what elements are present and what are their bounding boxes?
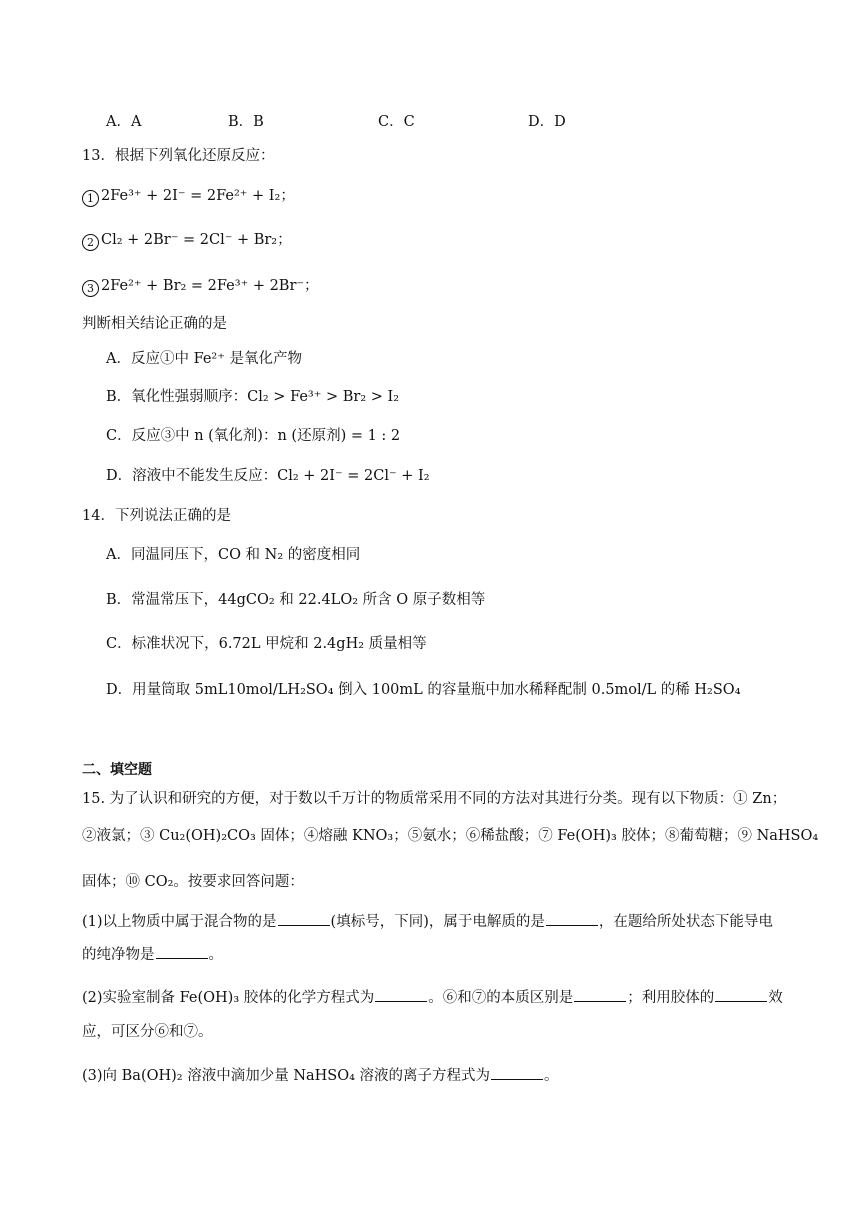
q12-option-c: C．C — [378, 114, 415, 130]
q13-reaction-3: 3 2Fe²⁺ + Br₂ = 2Fe³⁺ + 2Br⁻； — [82, 276, 319, 297]
circled-number: 3 — [82, 280, 99, 297]
answer-blank[interactable] — [491, 1065, 543, 1080]
q15-line-3: 固体；⑩ CO₂。按要求回答问题： — [82, 874, 304, 890]
q14-option-b: B．常温常压下，44gCO₂ 和 22.4LO₂ 所含 O 原子数相等 — [106, 592, 486, 608]
q13-reaction-2: 2 Cl₂ + 2Br⁻ = 2Cl⁻ + Br₂； — [82, 230, 292, 251]
answer-blank[interactable] — [156, 944, 208, 959]
circled-number: 1 — [82, 190, 99, 207]
answer-blank[interactable] — [546, 911, 598, 926]
q13-option-a: A．反应①中 Fe²⁺ 是氧化产物 — [106, 351, 303, 367]
q14-option-d: D．用量筒取 5mL10mol/LH₂SO₄ 倒入 100mL 的容量瓶中加水稀释配制 0.5mol/L 的稀 H₂SO₄ — [106, 682, 741, 698]
answer-blank[interactable] — [715, 987, 767, 1002]
q13-option-c: C．反应③中 n (氧化剂)：n (还原剂) = 1 : 2 — [106, 428, 401, 444]
q13-prompt: 判断相关结论正确的是 — [82, 316, 227, 332]
q15-line-2: ②液氯；③ Cu₂(OH)₂CO₃ 固体；④熔融 KNO₃；⑤氨水；⑥稀盐酸；⑦ Fe(OH)₃ 胶体；⑧葡萄糖；⑨ NaHSO₄ — [82, 828, 819, 844]
answer-blank[interactable] — [574, 987, 626, 1002]
q15-line-1: 15. 为了认识和研究的方便，对于数以千万计的物质常采用不同的方法对其进行分类。现有以下物质：① Zn； — [82, 791, 787, 807]
q13-option-b: B．氧化性强弱顺序：Cl₂ > Fe³⁺ > Br₂ > I₂ — [106, 389, 400, 405]
q12-option-d: D．D — [528, 114, 566, 130]
q14-option-c: C．标准状况下，6.72L 甲烷和 2.4gH₂ 质量相等 — [106, 636, 427, 652]
q13-stem: 13．根据下列氧化还原反应： — [82, 148, 275, 164]
q12-option-a: A．A — [106, 114, 142, 130]
q13-reaction-1: 1 2Fe³⁺ + 2I⁻ = 2Fe²⁺ + I₂； — [82, 186, 295, 207]
answer-blank[interactable] — [278, 911, 330, 926]
answer-blank[interactable] — [375, 987, 427, 1002]
q13-option-d: D．溶液中不能发生反应：Cl₂ + 2I⁻ = 2Cl⁻ + I₂ — [106, 468, 430, 484]
q14-option-a: A．同温同压下，CO 和 N₂ 的密度相同 — [106, 547, 361, 563]
q15-part-2: (2)实验室制备 Fe(OH)₃ 胶体的化学方程式为 。⑥和⑦的本质区别是 ；利用胶体的 效 — [82, 987, 783, 1008]
q15-part-1: (1)以上物质中属于混合物的是 (填标号，下同)，属于电解质的是 ，在题给所处状态下能导电 — [82, 911, 773, 932]
q12-option-b: B．B — [228, 114, 264, 130]
q15-part-2-cont: 应，可区分⑥和⑦。 — [82, 1024, 213, 1040]
section-title: 二、填空题 — [82, 762, 152, 778]
q15-part-3: (3)向 Ba(OH)₂ 溶液中滴加少量 NaHSO₄ 溶液的离子方程式为 。 — [82, 1065, 559, 1086]
q14-stem: 14．下列说法正确的是 — [82, 508, 231, 524]
circled-number: 2 — [82, 234, 99, 251]
q15-part-1-cont: 的纯净物是 。 — [82, 944, 223, 965]
